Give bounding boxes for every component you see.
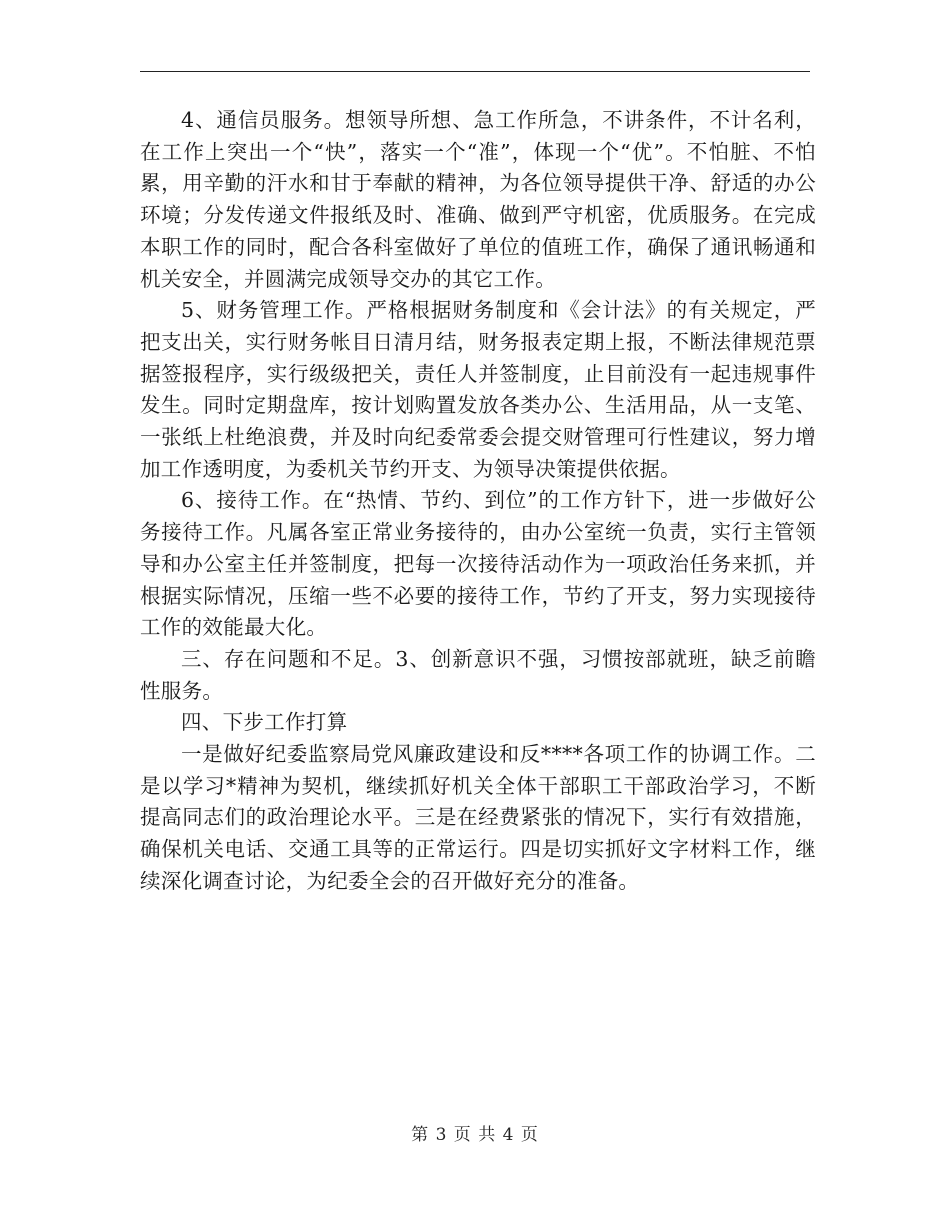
header-rule [140,71,810,72]
paragraph-reception-work: 6、接待工作。在“热情、节约、到位”的工作方针下，进一步做好公务接待工作。凡属各室正常业务接待的，由办公室统一负责，实行主管领导和办公室主任并签制度，把每一次接待活动作为一项政治任务来抓，并根据实际情况，压缩一些不必要的接待工作，节约了开支，努力实现接待工作的效能最大化。 [140,488,816,640]
paragraph-financial-management: 5、财务管理工作。严格根据财务制度和《会计法》的有关规定，严把支出关，实行财务帐目日清月结，财务报表定期上报，不断法律规范票据签报程序，实行级级把关，责任人并签制度，止目前没有一起违规事件发生。同时定期盘库，按计划购置发放各类办公、生活用品，从一支笔、一张纸上杜绝浪费，并及时向纪委常委会提交财管理可行性建议，努力增加工作透明度，为委机关节约开支、为领导决策提供依据。 [140,298,816,481]
document-body [140,105,816,898]
page-number-footer: 第 3 页 共 4 页 [411,1125,539,1145]
section-heading-next-steps: 四、下步工作打算 [181,710,348,735]
paragraph-next-steps: 一是做好纪委监察局党风廉政建设和反****各项工作的协调工作。二是以学习*精神为契机，继续抓好机关全体干部职工干部政治学习，不断提高同志们的政治理论水平。三是在经费紧张的情况下，实行有效措施，确保机关电话、交通工具等的正常运行。四是切实抓好文字材料工作，继续深化调查讨论，为纪委全会的召开做好充分的准备。 [140,742,816,893]
paragraph-messenger-service: 4、通信员服务。想领导所想、急工作所急，不讲条件，不计名利，在工作上突出一个“快”，落实一个“准”，体现一个“优”。不怕脏、不怕累，用辛勤的汗水和甘于奉献的精神，为各位领导提供干净、舒适的办公环境；分发传递文件报纸及时、准确、做到严守机密，优质服务。在完成本职工作的同时，配合各科室做好了单位的值班工作，确保了通讯畅通和机关安全，并圆满完成领导交办的其它工作。 [140,108,816,291]
paragraph-problems: 三、存在问题和不足。3、创新意识不强，习惯按部就班，缺乏前瞻性服务。 [140,646,816,703]
